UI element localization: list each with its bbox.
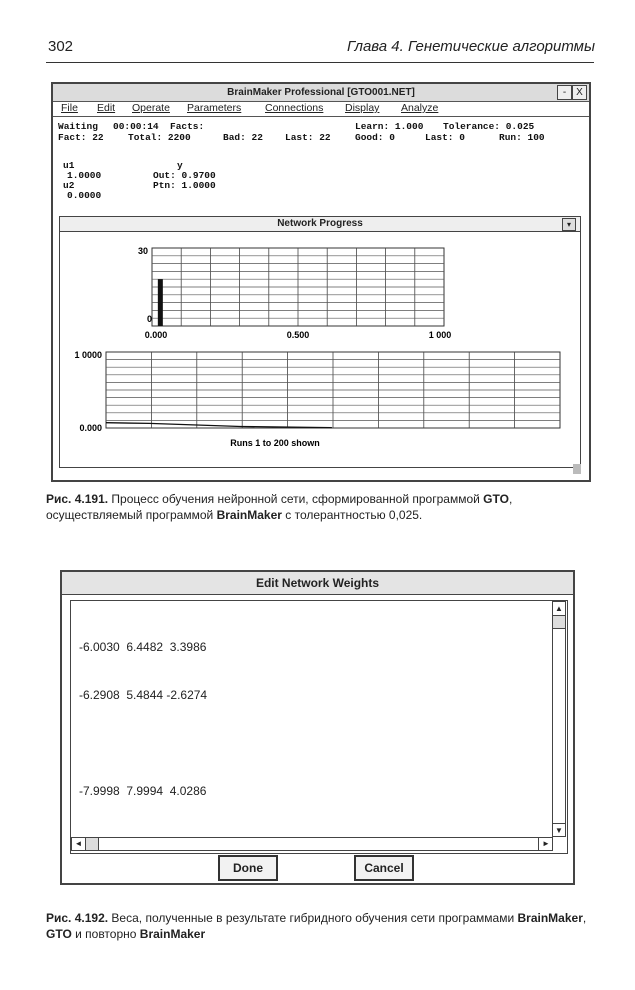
caption2-label: Рис. 4.192. bbox=[46, 911, 109, 925]
scroll-down-icon[interactable]: ▼ bbox=[553, 823, 565, 837]
y-label: y bbox=[177, 160, 183, 171]
figure-caption-2 bbox=[46, 910, 594, 942]
top-x-label-0: 0.000 bbox=[144, 330, 168, 340]
status-good: Good: 0 bbox=[355, 132, 395, 143]
caption1-bold-a: GTO bbox=[483, 492, 509, 506]
status-fact: Fact: 22 bbox=[58, 132, 104, 143]
caption1-label: Рис. 4.191. bbox=[46, 492, 109, 506]
resize-grip[interactable] bbox=[573, 464, 581, 474]
caption2-text-c: и повторно bbox=[71, 927, 140, 941]
vertical-scroll-thumb[interactable] bbox=[553, 616, 565, 629]
close-button[interactable]: X bbox=[572, 85, 587, 100]
top-x-label-1: 0.500 bbox=[286, 330, 310, 340]
histogram-bar bbox=[158, 279, 163, 326]
caption2-text-a: Веса, полученные в результате гибридного обучения сети программами bbox=[108, 911, 518, 925]
caption1-text-c: с толерантностью 0,025. bbox=[281, 508, 423, 522]
u2-value: 0.0000 bbox=[67, 190, 102, 201]
progress-titlebar[interactable] bbox=[60, 217, 580, 232]
page-number: 302 bbox=[48, 38, 74, 55]
u2-label: u2 bbox=[63, 180, 75, 191]
window-titlebar[interactable] bbox=[53, 84, 589, 102]
status-total: Total: 2200 bbox=[128, 132, 191, 143]
status-learn: Learn: 1.000 bbox=[355, 121, 424, 132]
u1-value: 1.0000 bbox=[67, 170, 102, 181]
menu-parameters[interactable]: Parameters bbox=[187, 102, 242, 114]
caption1-text-a: Процесс обучения нейронной сети, сформированной программой bbox=[108, 492, 484, 506]
menu-bar bbox=[53, 102, 589, 117]
weights-row: -6.0030 6.4482 3.3986 bbox=[79, 640, 207, 654]
top-x-label-2: 1 000 bbox=[428, 330, 452, 340]
caption2-bold-b: GTO bbox=[46, 927, 72, 941]
progress-title: Network Progress bbox=[277, 218, 363, 229]
dialog-title: Edit Network Weights bbox=[255, 576, 380, 590]
caption2-bold-a: BrainMaker bbox=[517, 911, 583, 925]
network-progress-panel bbox=[59, 216, 581, 468]
cancel-button[interactable]: Cancel bbox=[354, 855, 414, 881]
u1-label: u1 bbox=[63, 160, 75, 171]
weights-row: -7.9998 7.9994 4.0286 bbox=[79, 784, 207, 798]
weights-textarea[interactable] bbox=[70, 600, 568, 854]
status-tolerance: Tolerance: 0.025 bbox=[443, 121, 535, 132]
status-time: 00:00:14 bbox=[113, 121, 159, 132]
out-value: Out: 0.9700 bbox=[153, 170, 216, 181]
caption1-bold-b: BrainMaker bbox=[216, 508, 282, 522]
status-facts: Facts: bbox=[170, 121, 205, 132]
top-y-min-label: 0 bbox=[146, 314, 152, 324]
menu-operate[interactable]: Operate bbox=[132, 102, 170, 114]
brainmaker-window bbox=[51, 82, 591, 482]
scroll-up-icon[interactable]: ▲ bbox=[553, 602, 565, 616]
menu-display[interactable]: Display bbox=[345, 102, 380, 114]
top-y-max-label: 30 bbox=[137, 246, 148, 256]
weights-list bbox=[79, 607, 207, 831]
menu-edit[interactable]: Edit bbox=[97, 102, 116, 114]
scroll-left-icon[interactable]: ◄ bbox=[72, 838, 86, 850]
menu-connections[interactable]: Connections bbox=[265, 102, 324, 114]
status-waiting: Waiting bbox=[58, 121, 98, 132]
scroll-right-icon[interactable]: ► bbox=[538, 838, 553, 850]
minimize-button[interactable]: - bbox=[557, 85, 572, 100]
menu-file[interactable]: File bbox=[61, 102, 78, 114]
vertical-scrollbar[interactable] bbox=[552, 601, 566, 837]
window-title: BrainMaker Professional [GTO001.NET] bbox=[227, 87, 415, 98]
edit-weights-dialog bbox=[60, 570, 575, 885]
status-bad: Bad: 22 bbox=[223, 132, 263, 143]
histogram-chart bbox=[152, 248, 444, 326]
error-chart bbox=[106, 352, 560, 428]
horizontal-scrollbar[interactable] bbox=[71, 837, 553, 851]
error-series-line bbox=[106, 423, 332, 428]
progress-menu-icon[interactable]: ▾ bbox=[562, 218, 576, 231]
header-rule bbox=[46, 62, 594, 63]
caption1-text-b: , осуществляемый программой bbox=[46, 492, 513, 522]
weights-row: -6.2908 5.4844 -2.6274 bbox=[79, 688, 208, 702]
bottom-y-min-label: 0.000 bbox=[79, 423, 102, 433]
menu-analyze[interactable]: Analyze bbox=[401, 102, 439, 114]
chapter-title: Глава 4. Генетические алгоритмы bbox=[346, 38, 595, 55]
done-button[interactable]: Done bbox=[218, 855, 278, 881]
status-last: Last: 22 bbox=[285, 132, 331, 143]
dialog-titlebar[interactable] bbox=[62, 572, 573, 595]
horizontal-scroll-thumb[interactable] bbox=[86, 838, 99, 850]
status-last2: Last: 0 bbox=[425, 132, 465, 143]
bottom-y-max-label: 1 0000 bbox=[74, 350, 102, 360]
caption2-bold-c: BrainMaker bbox=[139, 927, 206, 941]
figure-caption-1 bbox=[46, 491, 594, 523]
ptn-value: Ptn: 1.0000 bbox=[153, 180, 216, 191]
status-run: Run: 100 bbox=[499, 132, 545, 143]
progress-charts bbox=[60, 232, 580, 467]
weights-row bbox=[79, 735, 207, 751]
bottom-caption: Runs 1 to 200 shown bbox=[230, 438, 320, 448]
caption2-text-b: , bbox=[582, 911, 587, 925]
